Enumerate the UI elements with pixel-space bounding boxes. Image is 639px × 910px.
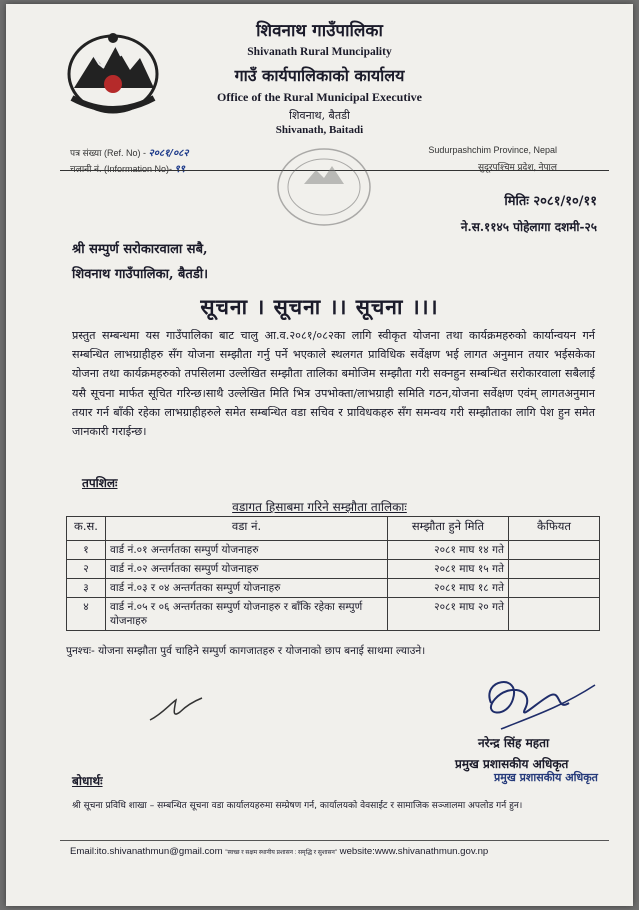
notice-heading: सूचना । सूचना ।। सूचना ।।। [200, 294, 439, 319]
row-ward: वार्ड नं.०३ र ०४ अन्तर्गतका सम्पुर्ण योजनाहरु [106, 579, 388, 598]
signature-icon [461, 659, 601, 739]
table-row [67, 541, 600, 560]
row-sn: ४ [67, 598, 106, 631]
row-date: २०८१ माघ १५ गते [388, 560, 509, 579]
row-ward: वार्ड नं.०५ र ०६ अन्तर्गतका सम्पुर्ण योजनाहरु र बाँकि रहेका सम्पुर्ण योजनाहरु [106, 598, 388, 631]
ref-value: २०८१/०८२ [148, 148, 189, 159]
footer-slogan: "स्वच्छ र सक्षम स्थानीय प्रशासन : समृद्धि र सुशासन" [225, 850, 337, 856]
address-np: शिवनाथ, बैतडी [289, 109, 350, 122]
row-sn: ३ [67, 579, 106, 598]
footer [70, 846, 488, 857]
municipality-name-np: शिवनाथ गाउँपालिका [256, 21, 383, 41]
footer-email: Email:ito.shivanathmun@gmail.com [70, 846, 223, 857]
col-header-date: सम्झौता हुने मिति [388, 517, 509, 541]
address-en: Shivanath, Baitadi [275, 124, 364, 136]
postscript-note: पुनश्चः- योजना सम्झौता पुर्व चाहिने सम्पुर्ण कागजातहरु र योजनाको छाप बनाई साथमा ल्याउने। [66, 645, 426, 657]
office-name-np: गाउँ कार्यपालिकाको कार्यालय [234, 66, 405, 85]
info-number [70, 161, 185, 175]
col-header-sn: क.स. [67, 517, 106, 541]
table-row [67, 598, 600, 631]
date-nepal-sambat: ने.स.११४५ पोहेलागा दशमी-२५ [460, 220, 597, 234]
municipality-name-en: Shivanath Rural Muncipality [247, 46, 392, 58]
recipient-line-1: श्री सम्पुर्ण सरोकारवाला सबै, [72, 242, 208, 257]
col-header-ward: वडा नं. [106, 517, 388, 541]
row-sn: २ [67, 560, 106, 579]
footer-divider [60, 840, 609, 841]
col-header-remark: कैफियत [509, 517, 600, 541]
row-ward: वार्ड नं.०२ अन्तर्गतका सम्पुर्ण योजनाहरु [106, 560, 388, 579]
ref-label: पत्र संख्या (Ref. No) - [70, 148, 149, 158]
row-ward: वार्ड नं.०१ अन्तर्गतका सम्पुर्ण योजनाहरु [106, 541, 388, 560]
row-remark [509, 598, 600, 631]
notice-letter [6, 4, 633, 906]
info-label: चलानी नं. (Information No)- [70, 164, 175, 174]
designation-stamp: प्रमुख प्रशासकीय अधिकृत [494, 771, 598, 784]
initials-icon [146, 694, 206, 728]
province-np: सुदूरपश्चिम प्रदेश, नेपाल [478, 162, 557, 172]
office-stamp-icon [274, 144, 374, 230]
details-label: तपशिलः [82, 476, 118, 490]
row-date: २०८१ माघ १४ गते [388, 541, 509, 560]
cc-label: बोधार्थः [72, 774, 103, 788]
date-bs: मितिः २०८१/१०/११ [504, 194, 597, 209]
footer-website: website:www.shivanathmun.gov.np [339, 846, 489, 857]
row-remark [509, 560, 600, 579]
cc-line: श्री सूचना प्रविधि शाखा – सम्बन्धित सूचना वडा कार्यालयहरुमा सम्प्रेषण गर्न, कार्यालयको वेवसाईट र सामाजिक सञ्जालमा अपलोड गर्न हुन। [72, 801, 523, 811]
ref-number [70, 145, 189, 159]
row-remark [509, 541, 600, 560]
schedule-title: वडागत हिसाबमा गरिने सम्झौता तालिकाः [232, 500, 407, 514]
office-name-en: Office of the Rural Municipal Executive [217, 90, 422, 104]
notice-body: प्रस्तुत सम्बन्धमा यस गाउँपालिका बाट चालु आ.व.२०८१/०८२का लागि स्वीकृत योजना तथा कार्यक्रमहरुको कार्यान्वयन गर्न सम्बन्धित लाभग्राहीहरु सँग योजना सम्झौता गर्नु पर्ने भएकाले स्थलगत प्राविधिक सर्वेक्षण भई लागत अनुमान तयार भईसकेका योजना तथा कार्यक्रमहरुको तपसिलमा उल्लेखित सम्झौता तालिका बमोजिम सम्झौता गरी सक्नहुन सम्बन्धित सरोकारवाला सबैलाई यसै सूचना मार्फत सूचित गरिन्छ।साथै उल्लेखित मिति भित्र उपभोक्ता/लाभग्राही समिति गठन,योजना सर्वेक्षण एवंम् लागतअनुमान तयार गर्न बाँकी रहेका लाभग्राहीहरुले समेत सम्बन्धित वडा सचिव र प्राविधकहरु सँग समन्वय गरी सम्झौताका लागि पेश हुन समेत जानकारी गराईन्छ। [72, 329, 595, 439]
info-value: ९९ [174, 164, 185, 175]
row-date: २०८१ माघ २० गते [388, 598, 509, 631]
table-row [67, 560, 600, 579]
recipient-line-2: शिवनाथ गाउँपालिका, बैतडी। [72, 267, 209, 282]
signatory-designation: प्रमुख प्रशासकीय अधिकृत [455, 757, 569, 771]
row-date: २०८१ माघ १८ गते [388, 579, 509, 598]
row-remark [509, 579, 600, 598]
row-sn: १ [67, 541, 106, 560]
table-row [67, 579, 600, 598]
province-en: Sudurpashchim Province, Nepal [428, 145, 557, 155]
signatory-name: नरेन्द्र सिंह महता [478, 736, 550, 750]
table-header-row [67, 517, 600, 541]
agreement-schedule-table [66, 516, 600, 631]
